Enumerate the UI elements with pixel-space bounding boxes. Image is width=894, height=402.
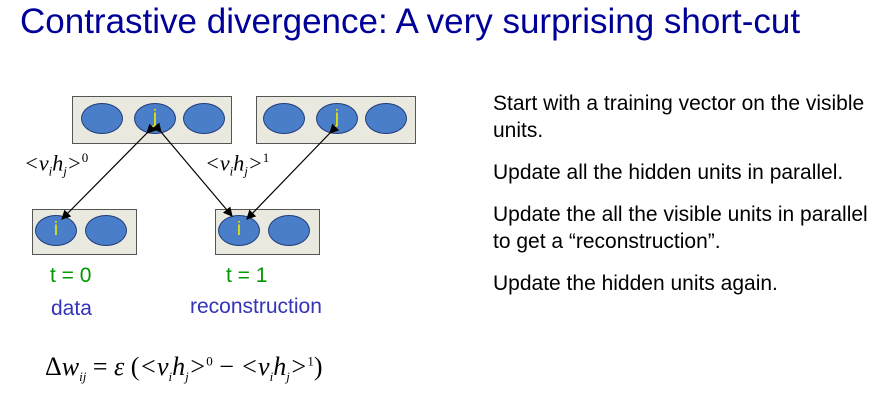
visible-unit-i-label: i: [236, 219, 242, 240]
hidden-unit-j-label: j: [334, 107, 340, 128]
bullet-item: Update the hidden units again.: [493, 272, 778, 295]
correlation-t0: $<v_ih_j>^0$: [24, 150, 89, 179]
weight-update-equation: $\Delta w_{ij} = \varepsilon$ $(<v_ih_j>^0 - <v_ih_j>^1)$: [45, 352, 323, 385]
slide-title: Contrastive divergence: A very surprising short-cut: [20, 2, 801, 41]
bullet-item: Start with a training vector on the visible units.: [493, 92, 865, 142]
time-label-t1: t = 1: [226, 264, 268, 287]
bullet-list: [493, 90, 883, 312]
caption-data: data: [51, 297, 92, 320]
caption-reconstruction: reconstruction: [190, 295, 322, 318]
hidden-unit-j-label: j: [152, 107, 158, 128]
bullet-item: Update all the hidden units in parallel.: [493, 161, 844, 184]
correlation-t1: $<v_ih_j>^1$: [205, 150, 270, 179]
bullet-item: Update the all the visible units in parallel to get a “reconstruction”.: [493, 203, 868, 253]
visible-unit-i-label: i: [53, 219, 59, 240]
time-label-t0: t = 0: [50, 264, 92, 287]
